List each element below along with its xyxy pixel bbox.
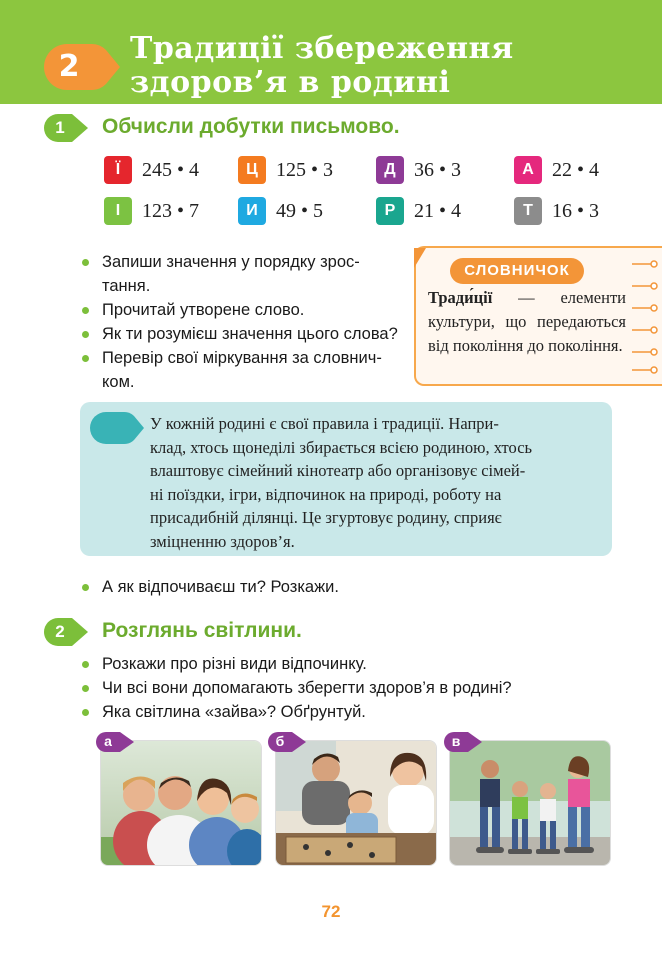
list-item: Яка світлина «зайва»? Обґрунтуй. xyxy=(82,700,602,724)
dictionary-definition: Тради́ції — елементи культури, що передаються від покоління до покоління. xyxy=(428,288,626,355)
info-drop-icon xyxy=(90,412,144,444)
photo-tag-c: в xyxy=(444,732,484,752)
info-block xyxy=(80,402,612,556)
page-title-line1: Традиції збереження xyxy=(130,31,514,66)
task2-number-badge xyxy=(44,618,88,646)
letter-badge: Р xyxy=(376,197,404,225)
letter-badge: А xyxy=(514,156,542,184)
task1-bullet-list xyxy=(82,250,412,394)
question-list xyxy=(82,575,482,599)
multiplication-expression: 21 • 4 xyxy=(414,199,462,222)
list-item: Розкажи про різні види відпочинку. xyxy=(82,652,602,676)
letter-badge: Ї xyxy=(104,156,132,184)
lesson-header xyxy=(0,0,662,104)
multiplication-item xyxy=(376,197,461,225)
multiplication-item xyxy=(376,156,461,184)
multiplication-expression: 245 • 4 xyxy=(142,158,200,181)
multiplication-expression: 125 • 3 xyxy=(276,158,334,181)
multiplication-expression: 49 • 5 xyxy=(276,199,324,222)
multiplication-item xyxy=(514,156,599,184)
task2-number: 2 xyxy=(55,622,65,641)
page-title xyxy=(130,32,514,100)
task-number-badge xyxy=(44,114,88,142)
page-title-line2: здоров’я в родині xyxy=(130,65,451,100)
dictionary-box xyxy=(414,246,662,386)
letter-badge: Т xyxy=(514,197,542,225)
letter-badge: Д xyxy=(376,156,404,184)
letter-badge: Ц xyxy=(238,156,266,184)
multiplication-item xyxy=(238,156,333,184)
task-number: 1 xyxy=(55,118,65,137)
list-item: Як ти розумієш значення цього слова? xyxy=(82,322,412,346)
multiplication-expression: 36 • 3 xyxy=(414,158,462,181)
lesson-number-badge xyxy=(44,44,120,90)
multiplication-expression: 123 • 7 xyxy=(142,199,200,222)
dictionary-label: СЛОВНИЧОК xyxy=(450,258,584,284)
multiplication-expression: 22 • 4 xyxy=(552,158,600,181)
list-item: Перевір свої міркування за словнич- ком. xyxy=(82,346,412,394)
task2-bullet-list xyxy=(82,652,602,724)
list-item: Чи всі вони допомагають зберегти здоров’я в родині? xyxy=(82,676,602,700)
task2-title: Розглянь світлини. xyxy=(102,619,302,642)
multiplication-item xyxy=(104,156,199,184)
letter-badge: И xyxy=(238,197,266,225)
list-item: А як відпочиваєш ти? Розкажи. xyxy=(82,575,482,599)
photo-tag-a: а xyxy=(96,732,136,752)
dictionary-corner-fold xyxy=(412,248,426,270)
list-item: Прочитай утворене слово. xyxy=(82,298,412,322)
lesson-number: 2 xyxy=(58,49,80,84)
list-item: Запиши значення у порядку зрос- тання. xyxy=(82,250,412,298)
notebook-rings-icon xyxy=(630,256,660,376)
info-text: У кожній родині є свої правила і традиції. Напри- клад, хтось щонеділі збирається всією родиною, хтось влаштовує сімейний кінотеатр або організовує сімей- ні поїздки, ігри, відпочинок на природі, роботу на присадибній ділянці. Це згуртовує родину, сприяє зміцненню здоров’я. xyxy=(150,414,533,551)
photo-roller-skating xyxy=(449,740,611,866)
letter-badge: І xyxy=(104,197,132,225)
multiplication-item xyxy=(514,197,599,225)
page-number: 72 xyxy=(321,902,341,921)
task-title: Обчисли добутки письмово. xyxy=(102,115,400,138)
photo-board-game xyxy=(275,740,437,866)
multiplication-expression: 16 • 3 xyxy=(552,199,600,222)
photo-tag-b: б xyxy=(268,732,308,752)
photo-family-hug xyxy=(100,740,262,866)
multiplication-item xyxy=(104,197,199,225)
multiplication-item xyxy=(238,197,323,225)
